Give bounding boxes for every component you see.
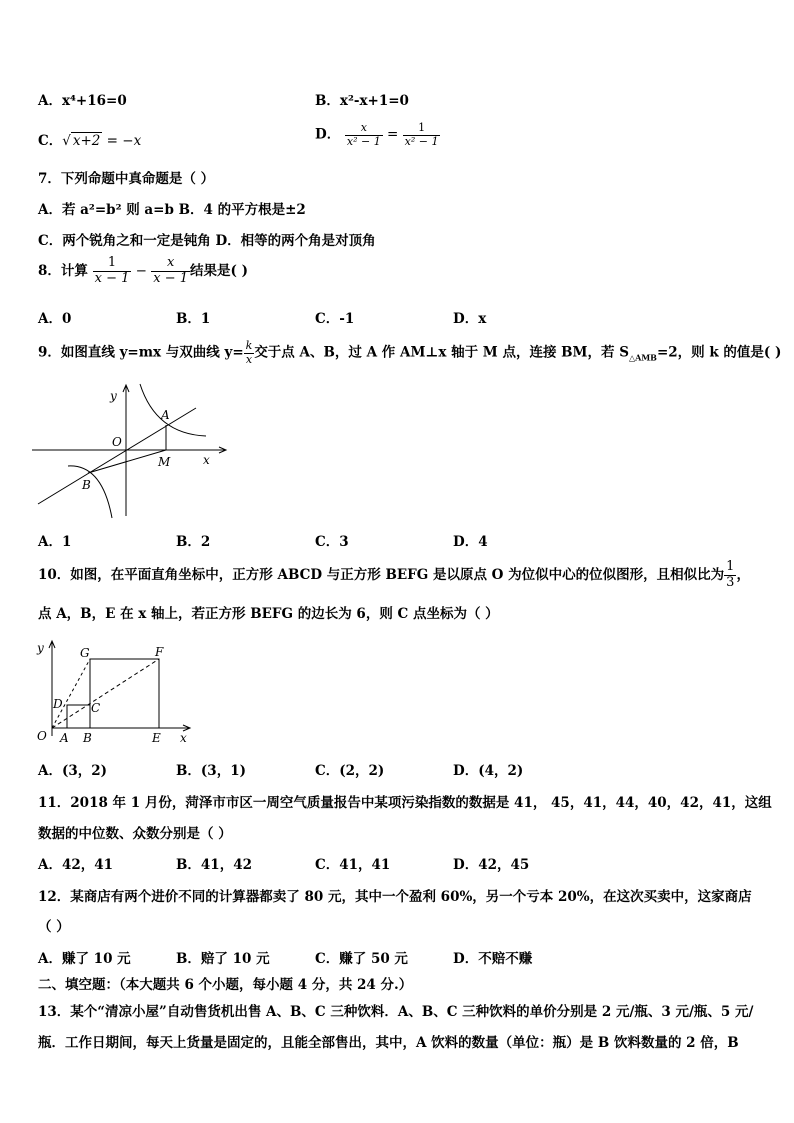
q6-option-c-rhs: = −x bbox=[102, 133, 142, 149]
q8-option-c: C．-1 bbox=[315, 311, 355, 327]
q10-stem-line-2: 点 A，B，E 在 x 轴上，若正方形 BEFG 的边长为 6，则 C 点坐标为（ ） bbox=[38, 606, 499, 622]
q10-label-e: E bbox=[152, 731, 161, 745]
q9-option-c: C．3 bbox=[315, 534, 349, 550]
q8-fraction-2: $\frac{x}{x - 1}$ bbox=[153, 255, 189, 286]
q10-label-g: G bbox=[80, 646, 90, 660]
q9-segment-bm bbox=[88, 450, 166, 473]
q10-square-befg bbox=[90, 659, 159, 728]
q10-label-x: x bbox=[180, 731, 187, 745]
q6-option-d: D． $\frac{x}{\text{x² − 1}}$ = $\frac{1}{\text{x² − 1}}$ bbox=[315, 121, 439, 148]
q11-option-c: C．41，41 bbox=[315, 857, 391, 873]
q6-option-b: B．x²-x+1=0 bbox=[315, 93, 409, 109]
q6-option-c: C．√ x+2 = −x bbox=[38, 133, 142, 149]
q6-option-d-prefix: D． bbox=[315, 126, 341, 143]
q10-option-c: C．(2，2) bbox=[315, 763, 385, 779]
q11-option-a: A．42，41 bbox=[38, 857, 114, 873]
q10-option-b: B．(3，1) bbox=[176, 763, 246, 779]
q6-option-d-left-fraction: $\frac{x}{\text{x² − 1}}$ bbox=[346, 121, 381, 148]
q9-label-m: M bbox=[158, 455, 171, 469]
q9-label-o: O bbox=[112, 435, 122, 449]
q12-stem-line-1: 12．某商店有两个进价不同的计算器都卖了 80 元，其中一个盈利 60%，另一个亏本 20%，在这次买卖中，这家商店 bbox=[38, 889, 752, 905]
q10-stem-line-1: 10．如图，在平面直角坐标中，正方形 ABCD 与正方形 BEFG 是以原点 O 为位似中心的位似图形，且相似比为 $\frac{1}{3}$ ， bbox=[38, 559, 750, 590]
q8-stem: 8．计算 $\frac{1}{x - 1}$ − $\frac{x}{x - 1}$ 结果是( ) bbox=[38, 255, 249, 286]
q11-option-d: D．42，45 bbox=[453, 857, 530, 873]
q10-dashed-of bbox=[52, 659, 159, 728]
q6-option-a: A．x⁴+16=0 bbox=[38, 93, 127, 109]
q12-stem-line-2: （ ） bbox=[38, 919, 70, 935]
q6-option-d-right-fraction: $\frac{1}{\text{x² − 1}}$ bbox=[404, 121, 439, 148]
q9-line-mx bbox=[38, 408, 196, 504]
q10-label-o: O bbox=[37, 729, 47, 743]
q8-option-b: B．1 bbox=[176, 311, 211, 327]
q10-dashed-og bbox=[52, 659, 90, 728]
q7-options-cd: C．两个锐角之和一定是钝角 D．相等的两个角是对顶角 bbox=[38, 233, 376, 249]
q10-label-a: A bbox=[60, 731, 69, 745]
q9-option-a: A．1 bbox=[38, 534, 72, 550]
q11-option-b: B．41，42 bbox=[176, 857, 252, 873]
q7-stem: 7．下列命题中真命题是（ ） bbox=[38, 171, 215, 187]
q6-option-c-prefix: C． bbox=[38, 133, 63, 149]
q12-option-b: B．赔了 10 元 bbox=[176, 951, 270, 967]
q9-k-over-x: $\frac{k}{x}$ bbox=[245, 339, 253, 366]
q8-option-a: A．0 bbox=[38, 311, 72, 327]
q13-stem-line-1: 13．某个“清凉小屋”自动售货机出售 A、B、C 三种饮料．A、B、C 三种饮料的单价分别是 2 元/瓶、3 元/瓶、5 元/ bbox=[38, 1004, 754, 1020]
q13-stem-line-2: 瓶．工作日期间，每天上货量是固定的，且能全部售出，其中，A 饮料的数量（单位：瓶）是 B 饮料数量的 2 倍，B bbox=[38, 1035, 739, 1051]
q11-stem-line-2: 数据的中位数、众数分别是（ ） bbox=[38, 826, 232, 842]
q6-option-c-radicand: x+2 bbox=[72, 133, 101, 149]
q9-stem: 9．如图直线 y=mx 与双曲线 y= $\frac{k}{x}$ 交于点 A、B，过 A 作 AM⊥x 轴于 M 点，连接 BM，若 $S_{\triangle AMB}=2$，则 k 的值是( ) bbox=[38, 339, 782, 366]
q10-label-d: D bbox=[53, 697, 63, 711]
q12-option-a: A．赚了 10 元 bbox=[38, 951, 131, 967]
q10-ratio-fraction: $\frac{1}{3}$ bbox=[726, 559, 735, 590]
q9-option-b: B．2 bbox=[176, 534, 211, 550]
q10-label-f: F bbox=[155, 645, 164, 659]
q8-option-d: D．x bbox=[453, 311, 487, 327]
q12-option-d: D．不赔不赚 bbox=[453, 951, 533, 967]
section-fill-in-heading: 二、填空题：（本大题共 6 个小题，每小题 4 分，共 24 分.） bbox=[38, 977, 413, 993]
q11-stem-line-1: 11．2018 年 1 月份，菏泽市市区一周空气质量报告中某项污染指数的数据是 41， 45，41，44，40，42，41，这组 bbox=[38, 795, 772, 811]
q7-options-ab: A．若 a²=b² 则 a=b B．4 的平方根是±2 bbox=[38, 202, 306, 218]
q10-figure bbox=[34, 636, 199, 746]
q9-figure bbox=[30, 378, 245, 523]
q10-option-d: D．(4，2) bbox=[453, 763, 524, 779]
q12-option-c: C．赚了 50 元 bbox=[315, 951, 408, 967]
q9-label-a: A bbox=[161, 408, 170, 422]
q10-option-a: A．(3，2) bbox=[38, 763, 108, 779]
q9-label-y: y bbox=[110, 389, 117, 403]
q10-label-b: B bbox=[83, 731, 92, 745]
q8-fraction-1: $\frac{1}{x - 1}$ bbox=[94, 255, 130, 286]
q10-label-c: C bbox=[91, 701, 101, 715]
q10-label-y: y bbox=[37, 641, 44, 655]
q9-option-d: D．4 bbox=[453, 534, 488, 550]
q9-label-x: x bbox=[203, 453, 210, 467]
q9-hyperbola-upper bbox=[140, 384, 206, 436]
q9-label-b: B bbox=[82, 478, 91, 492]
